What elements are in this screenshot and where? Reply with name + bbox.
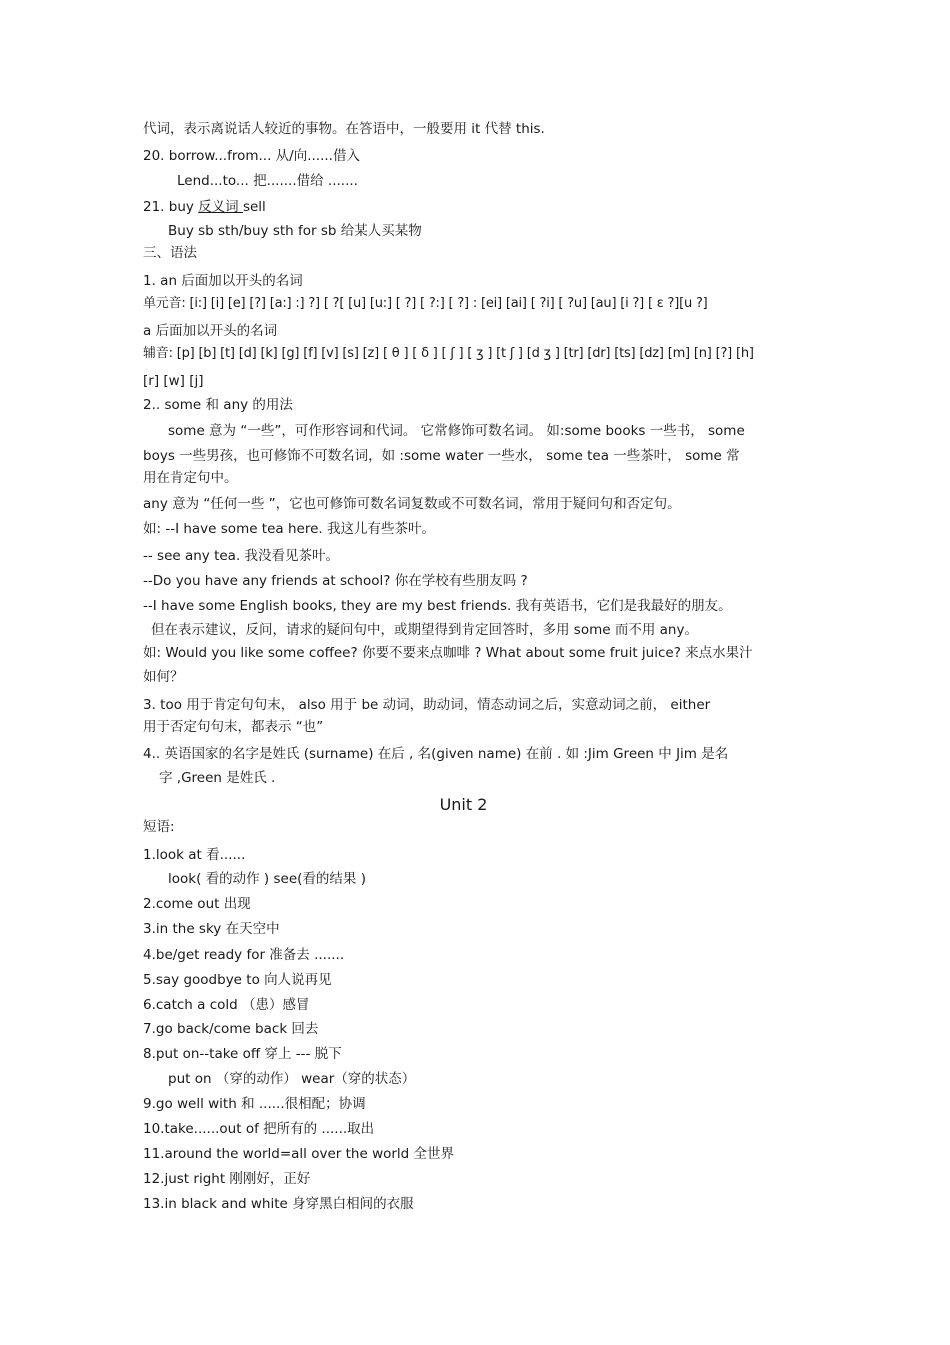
phrase-item: 4.be/get ready for 准备去 ....... <box>143 947 345 963</box>
text-line: --Do you have any friends at school? 你在学校有些朋友吗 ? <box>143 573 528 589</box>
text-segment: sell <box>242 199 266 215</box>
text-line: 但在表示建议，反问，请求的疑问句中，或期望得到肯定回答时，多用 some 而不用 any。 <box>151 622 698 638</box>
phrase-item: look( 看的动作 ) see(看的结果 ) <box>168 871 366 887</box>
text-line: Buy sb sth/buy sth for sb 给某人买某物 <box>168 223 422 239</box>
text-line: --I have some English books, they are my best friends. 我有英语书，它们是我最好的朋友。 <box>143 598 732 614</box>
text-line: 20. borrow...from... 从/向......借入 <box>143 148 360 164</box>
text-line: 字 ,Green 是姓氏 . <box>159 770 276 786</box>
text-line: any 意为 “任何一些 ”，它也可修饰可数名词复数或不可数名词，常用于疑问句和否定句。 <box>143 496 681 512</box>
phrase-item: put on （穿的动作） wear（穿的状态） <box>168 1071 416 1087</box>
phrase-item: 13.in black and white 身穿黑白相间的衣服 <box>143 1196 414 1212</box>
text-line: 如: --I have some tea here. 我这儿有些茶叶。 <box>143 521 435 537</box>
phrase-item: 7.go back/come back 回去 <box>143 1021 319 1037</box>
text-line: 如何？ <box>143 669 184 685</box>
text-line: 4.. 英语国家的名字是姓氏 (surname) 在后 , 名(given name) 在前 . 如 :Jim Green 中 Jim 是名 <box>143 746 729 762</box>
text-line: 2.. some 和 any 的用法 <box>143 397 293 413</box>
underlined-text: 反义词 <box>198 199 243 215</box>
text-line: Lend...to... 把.......借给 ....... <box>177 173 358 189</box>
phrase-item: 8.put on--take off 穿上 --- 脱下 <box>143 1046 342 1062</box>
text-line: a 后面加以开头的名词 <box>143 323 278 339</box>
phrase-item: 9.go well with 和 ......很相配；协调 <box>143 1096 366 1112</box>
phonetic-line: 辅音: [p] [b] [t] [d] [k] [g] [f] [v] [s] [z] [ θ ] [ δ ] [ ʃ ] [ ʒ ] [t ʃ ] [d ʒ ] [tr] [dr] [ts] [dz] [m] [n] [?] [h] <box>143 346 754 361</box>
text-line: 用于否定句句末，都表示 “也” <box>143 719 324 735</box>
text-line: some 意为 “一些”，可作形容词和代词。 它常修饰可数名词。 如:some books 一些书， some <box>168 423 745 439</box>
text-line <box>143 198 266 216</box>
phrase-item: 11.around the world=all over the world 全世界 <box>143 1146 455 1162</box>
phrases-heading: 短语: <box>143 819 175 835</box>
text-line: [r] [w] [j] <box>143 373 204 389</box>
phrase-item: 1.look at 看...... <box>143 847 246 863</box>
phrase-item: 2.come out 出现 <box>143 896 251 912</box>
text-line: 1. an 后面加以开头的名词 <box>143 273 303 289</box>
text-line: 如: Would you like some coffee? 你要不要来点咖啡 ? What about some fruit juice? 来点水果汁 <box>143 645 753 661</box>
text-line: boys 一些男孩，也可修饰不可数名词，如 :some water 一些水， some tea 一些茶叶， some 常 <box>143 448 740 464</box>
phrase-item: 10.take......out of 把所有的 ......取出 <box>143 1121 375 1137</box>
phonetic-line: 单元音: [i:] [i] [e] [?] [a:] :] ?] [ ?[ [u] [u:] [ ?] [ ?:] [ ?] : [ei] [ai] [ ?i] [ ?u] [au] [i ?] [ ε ?][u ?] <box>143 296 708 311</box>
text-line: -- see any tea. 我没看见茶叶。 <box>143 548 340 564</box>
phrase-item: 5.say goodbye to 向人说再见 <box>143 972 332 988</box>
unit-title: Unit 2 <box>439 795 488 814</box>
text-segment: 21. buy <box>143 199 199 215</box>
section-heading: 三、语法 <box>143 245 197 261</box>
text-line: 3. too 用于肯定句句末， also 用于 be 动词，助动词，情态动词之后，实意动词之前， either <box>143 697 711 713</box>
phrase-item: 12.just right 刚刚好，正好 <box>143 1171 311 1187</box>
text-line: 用在肯定句中。 <box>143 470 238 486</box>
phrase-item: 3.in the sky 在天空中 <box>143 921 280 937</box>
phrase-item: 6.catch a cold （患）感冒 <box>143 997 310 1013</box>
text-line: 代词，表示离说话人较近的事物。在答语中，一般要用 it 代替 this. <box>143 121 545 137</box>
